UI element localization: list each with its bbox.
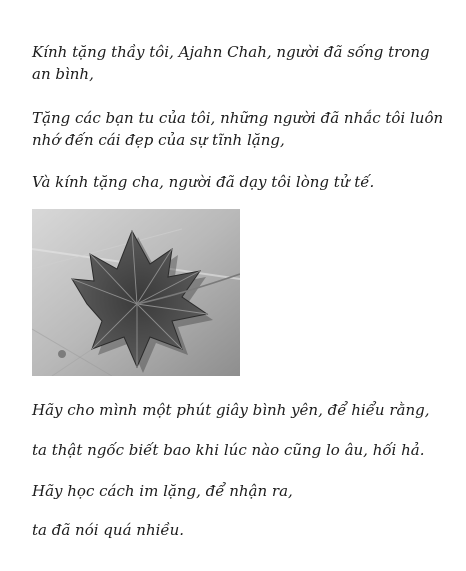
verse-line-4: ta đã nói quá nhiều.	[32, 521, 185, 539]
maple-leaf-photo	[32, 209, 240, 376]
leaf-illustration	[32, 209, 240, 376]
dedication-teacher: Kính tặng thầy tôi, Ajahn Chah, người đã sống trong an bình,	[32, 43, 430, 83]
verse-line-2: ta thật ngốc biết bao khi lúc nào cũng lo âu, hối hả.	[32, 441, 425, 459]
dedication-father: Và kính tặng cha, người đã dạy tôi lòng tử tế.	[32, 173, 375, 191]
verse-line-3: Hãy học cách im lặng, để nhận ra,	[32, 482, 293, 500]
verse-line-1: Hãy cho mình một phút giây bình yên, để hiểu rằng,	[32, 401, 430, 419]
dedication-fellow-monks: Tặng các bạn tu của tôi, những người đã nhắc tôi luôn nhớ đến cái đẹp của sự tĩnh lặng,	[32, 109, 444, 149]
